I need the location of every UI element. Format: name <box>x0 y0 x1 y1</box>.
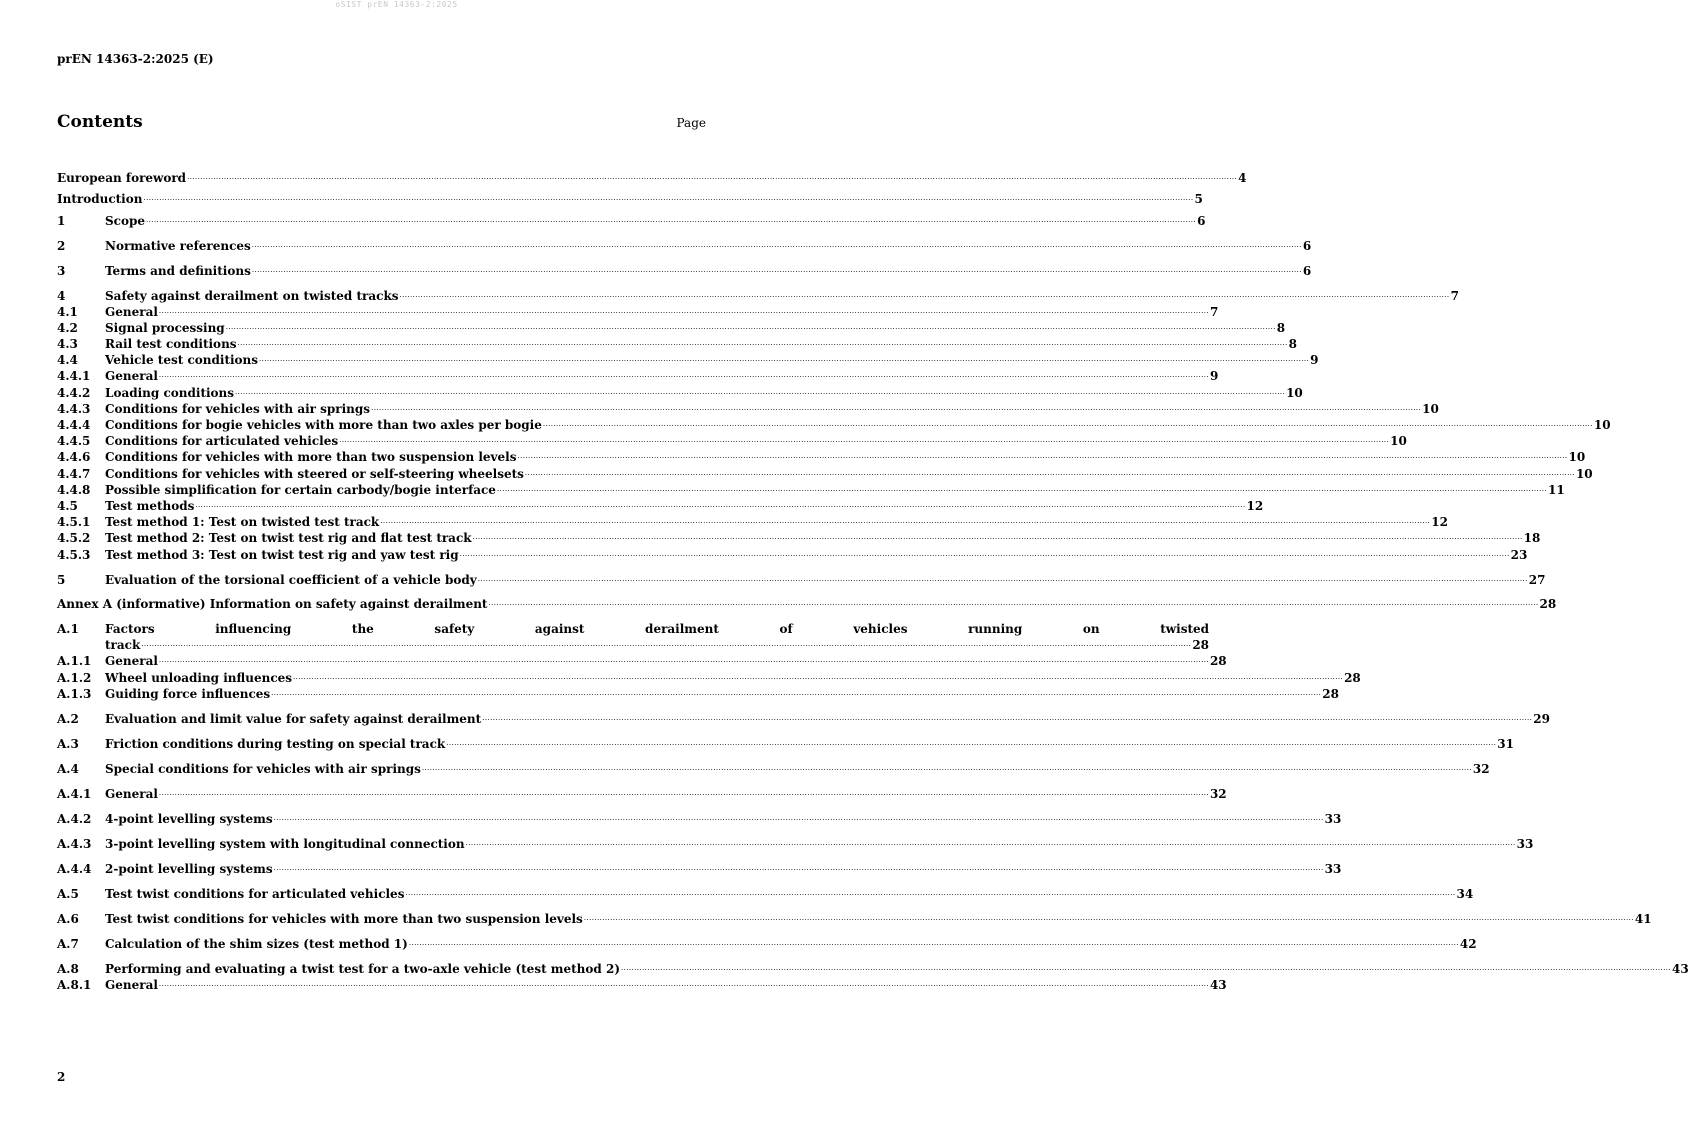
dot-leader: ................................................................................................................................................................................................................................................................................................................................................................................................................ <box>371 403 1422 412</box>
toc-entry[interactable] <box>57 498 1264 514</box>
toc-entry-page: 9 <box>1209 369 1219 384</box>
dot-leader: ................................................................................................................................................................................................................................................................................................................................................................................................................ <box>273 863 1324 872</box>
toc-entry-page: 42 <box>1459 936 1477 951</box>
toc-entry-page: 7 <box>1450 288 1459 303</box>
toc-entry-title: 4-point levelling systems <box>105 811 273 826</box>
dot-leader: ................................................................................................................................................................................................................................................................................................................................................................................................................ <box>472 533 1523 542</box>
toc-entry[interactable] <box>57 191 1203 207</box>
toc-entry-title: Test methods <box>105 498 195 513</box>
toc-entry-number: 4.5.1 <box>57 515 91 530</box>
toc-entry-title: Conditions for vehicles with air springs <box>105 401 371 416</box>
toc-entry-title: Conditions for articulated vehicles <box>105 434 339 449</box>
toc-entry-title: Introduction <box>57 192 143 207</box>
dot-leader: ................................................................................................................................................................................................................................................................................................................................................................................................................ <box>235 387 1286 396</box>
toc-entry-number: 4.3 <box>57 337 78 352</box>
toc-entry[interactable] <box>57 336 1297 352</box>
toc-entry-number: 3 <box>57 263 66 278</box>
contents-heading: Contents <box>57 112 143 132</box>
toc-entry-title: General <box>105 977 158 992</box>
toc-entry-number: A.4.2 <box>57 811 92 826</box>
toc-entry-page: 8 <box>1288 337 1297 352</box>
toc-entry-title: General <box>105 369 158 384</box>
toc-entry-page: 18 <box>1523 531 1541 546</box>
dot-leader: ................................................................................................................................................................................................................................................................................................................................................................................................................ <box>195 500 1246 509</box>
toc-entry[interactable] <box>57 546 1528 562</box>
dot-leader: ................................................................................................................................................................................................................................................................................................................................................................................................................ <box>399 290 1450 299</box>
toc-entry-title: Test twist conditions for articulated vehicles <box>105 886 405 901</box>
toc-entry[interactable] <box>57 433 1407 449</box>
toc-entry[interactable] <box>57 960 1689 976</box>
dot-leader: ................................................................................................................................................................................................................................................................................................................................................................................................................ <box>293 672 1344 681</box>
dot-leader: ................................................................................................................................................................................................................................................................................................................................................................................................................ <box>496 484 1547 493</box>
toc-entry-title: Performing and evaluating a twist test for a two-axle vehicle (test method 2) <box>105 961 620 976</box>
toc-entry-title: 2-point levelling systems <box>105 861 273 876</box>
toc-entry-page: 11 <box>1548 482 1565 497</box>
toc-entry-page: 28 <box>1322 686 1339 701</box>
toc-entry-title: Conditions for vehicles with steered or self-steering wheelsets <box>105 466 524 481</box>
toc-entry-page: 28 <box>1539 597 1557 612</box>
toc-entry-page: 10 <box>1593 418 1611 433</box>
toc-entry-title: Friction conditions during testing on special track <box>105 736 446 751</box>
dot-leader: ................................................................................................................................................................................................................................................................................................................................................................................................................ <box>488 599 1539 608</box>
toc-entry-number: A.7 <box>57 936 79 951</box>
dot-leader: ................................................................................................................................................................................................................................................................................................................................................................................................................ <box>465 838 1516 847</box>
toc-entry-number: A.1.2 <box>57 670 92 685</box>
toc-entry[interactable] <box>57 401 1439 417</box>
toc-entry-title: General <box>105 304 158 319</box>
dot-leader: ................................................................................................................................................................................................................................................................................................................................................................................................................ <box>187 173 1238 182</box>
toc-entry-number: 4.5.2 <box>57 531 91 546</box>
toc-entry-number: 4 <box>57 288 66 303</box>
toc-entry[interactable] <box>57 761 1490 777</box>
toc-entry-title: European foreword <box>57 171 187 186</box>
dot-leader: ................................................................................................................................................................................................................................................................................................................................................................................................................ <box>459 549 1510 558</box>
toc-entry[interactable] <box>57 786 1227 802</box>
dot-leader: ................................................................................................................................................................................................................................................................................................................................................................................................................ <box>621 963 1672 972</box>
toc-entry-page: 8 <box>1276 320 1286 335</box>
toc-entry-title: Evaluation and limit value for safety against derailment <box>105 711 482 726</box>
toc-entry-page: 5 <box>1194 192 1203 207</box>
dot-leader: ................................................................................................................................................................................................................................................................................................................................................................................................................ <box>251 240 1302 249</box>
toc-entry[interactable] <box>57 304 1219 320</box>
toc-entry-page: 31 <box>1497 736 1514 751</box>
toc-entry-page: 33 <box>1516 836 1534 851</box>
toc-entry-page: 32 <box>1209 786 1227 801</box>
toc-entry-number: A.6 <box>57 911 79 926</box>
toc-entry-number: A.1.3 <box>57 686 92 701</box>
toc-entry-number: A.4.3 <box>57 836 92 851</box>
toc-entry[interactable] <box>57 669 1361 685</box>
toc-entry[interactable] <box>57 911 1652 927</box>
toc-entry-page: 9 <box>1310 353 1319 368</box>
toc-entry-title: Scope <box>105 213 146 228</box>
toc-entry-page: 28 <box>1192 638 1210 653</box>
toc-entry[interactable] <box>57 621 1210 653</box>
toc-entry-page: 10 <box>1422 401 1439 416</box>
dot-leader: ................................................................................................................................................................................................................................................................................................................................................................................................................ <box>482 713 1533 722</box>
toc-entry-number: A.8.1 <box>57 977 92 992</box>
toc-entry-page: 6 <box>1302 238 1312 253</box>
toc-entry-title: Safety against derailment on twisted tracks <box>105 288 399 303</box>
dot-leader: ................................................................................................................................................................................................................................................................................................................................................................................................................ <box>421 763 1472 772</box>
watermark: oSIST prEN 14363-2:2025 <box>335 0 458 9</box>
toc-entry-page: 41 <box>1634 911 1652 926</box>
dot-leader: ................................................................................................................................................................................................................................................................................................................................................................................................................ <box>446 738 1497 747</box>
dot-leader: ................................................................................................................................................................................................................................................................................................................................................................................................................ <box>225 322 1276 331</box>
toc-entry-number: 4.5.3 <box>57 547 91 562</box>
toc-entry-number: 4.5 <box>57 498 78 513</box>
toc-entry-page: 10 <box>1568 450 1586 465</box>
dot-leader: ................................................................................................................................................................................................................................................................................................................................................................................................................ <box>158 306 1209 315</box>
toc-entry-title: Special conditions for vehicles with air springs <box>105 761 421 776</box>
toc-entry[interactable] <box>57 686 1339 702</box>
toc-entry-page: 6 <box>1302 263 1312 278</box>
dot-leader: ................................................................................................................................................................................................................................................................................................................................................................................................................ <box>583 913 1634 922</box>
toc-entry-page: 43 <box>1672 961 1689 976</box>
dot-leader: ................................................................................................................................................................................................................................................................................................................................................................................................................ <box>259 355 1310 364</box>
dot-leader: ................................................................................................................................................................................................................................................................................................................................................................................................................ <box>477 574 1528 583</box>
toc-entry-number: A.1 <box>57 622 79 637</box>
toc-entry-page: 32 <box>1472 761 1490 776</box>
toc-entry-number: A.1.1 <box>57 654 92 669</box>
toc-entry[interactable] <box>57 711 1550 727</box>
toc-entry-number: 4.1 <box>57 304 78 319</box>
dot-leader: ................................................................................................................................................................................................................................................................................................................................................................................................................ <box>517 452 1568 461</box>
toc-entry[interactable] <box>57 465 1593 481</box>
toc-entry-title: Conditions for bogie vehicles with more than two axles per bogie <box>105 418 542 433</box>
dot-leader: ................................................................................................................................................................................................................................................................................................................................................................................................................ <box>273 813 1324 822</box>
dot-leader: ................................................................................................................................................................................................................................................................................................................................................................................................................ <box>524 468 1575 477</box>
toc-entry-number: 4.4.5 <box>57 434 91 449</box>
toc-entry[interactable] <box>57 596 1557 612</box>
toc-entry-number: 4.4.3 <box>57 401 91 416</box>
toc-entry-title-continued: track <box>105 638 141 653</box>
footer-page-number: 2 <box>57 1070 66 1084</box>
toc-entry-title: Evaluation of the torsional coefficient of a vehicle body <box>105 572 477 587</box>
toc-entry-number: 4.2 <box>57 320 78 335</box>
toc-entry-title: 3-point levelling system with longitudinal connection <box>105 836 465 851</box>
toc-entry-number: A.2 <box>57 711 79 726</box>
toc-entry-number: 4.4.1 <box>57 369 91 384</box>
dot-leader: ................................................................................................................................................................................................................................................................................................................................................................................................................ <box>158 979 1209 988</box>
toc-entry-title: Terms and definitions <box>105 263 251 278</box>
dot-leader: ................................................................................................................................................................................................................................................................................................................................................................................................................ <box>339 436 1390 445</box>
toc-entry-title: General <box>105 786 158 801</box>
dot-leader: ................................................................................................................................................................................................................................................................................................................................................................................................................ <box>146 215 1197 224</box>
toc-entry-page: 12 <box>1431 515 1448 530</box>
toc-entry-number: 4.4.4 <box>57 418 91 433</box>
toc-entry-number: A.4 <box>57 761 79 776</box>
toc-entry[interactable] <box>57 811 1342 827</box>
toc-entry[interactable] <box>57 571 1546 587</box>
toc-entry-number: 4.4.2 <box>57 385 91 400</box>
toc-entry-title: Annex A (informative) Information on safety against derailment <box>57 597 488 612</box>
toc-entry-title: Conditions for vehicles with more than two suspension levels <box>105 450 517 465</box>
toc-entry[interactable] <box>57 653 1227 669</box>
toc-entry-title: Normative references <box>105 238 251 253</box>
toc-entry[interactable] <box>57 237 1312 253</box>
toc-entry-number: 4.4.6 <box>57 450 91 465</box>
toc-entry-page: 29 <box>1533 711 1550 726</box>
toc-entry-title: Rail test conditions <box>105 337 237 352</box>
toc-entry-number: 4.4 <box>57 353 78 368</box>
toc-entry-page: 10 <box>1390 434 1407 449</box>
toc-entry-title: Calculation of the shim sizes (test method 1) <box>105 936 408 951</box>
toc-entry-number: 5 <box>57 572 66 587</box>
dot-leader: ................................................................................................................................................................................................................................................................................................................................................................................................................ <box>542 420 1593 429</box>
toc-entry-page: 10 <box>1575 466 1593 481</box>
toc-entry-page: 7 <box>1209 304 1219 319</box>
toc-entry[interactable] <box>57 170 1247 186</box>
document-id: prEN 14363-2:2025 (E) <box>57 52 214 66</box>
toc-entry[interactable] <box>57 530 1541 546</box>
toc-entry[interactable] <box>57 212 1206 228</box>
toc-entry-title: Possible simplification for certain carbody/bogie interface <box>105 482 496 497</box>
toc-entry-page: 28 <box>1209 654 1227 669</box>
toc-entry[interactable] <box>57 977 1227 993</box>
dot-leader: ................................................................................................................................................................................................................................................................................................................................................................................................................ <box>158 656 1209 665</box>
toc-entry-number: A.5 <box>57 886 79 901</box>
toc-entry-number: 4.4.8 <box>57 482 91 497</box>
toc-entry-page: 34 <box>1456 886 1474 901</box>
dot-leader: ................................................................................................................................................................................................................................................................................................................................................................................................................ <box>143 194 1194 203</box>
dot-leader: ................................................................................................................................................................................................................................................................................................................................................................................................................ <box>158 371 1209 380</box>
toc-entry-page: 27 <box>1528 572 1546 587</box>
toc-entry[interactable] <box>57 368 1219 384</box>
toc-entry-page: 4 <box>1238 171 1247 186</box>
toc-entry-title: Test twist conditions for vehicles with more than two suspension levels <box>105 911 583 926</box>
toc-entry-title: Guiding force influences <box>105 686 271 701</box>
toc-entry-page: 28 <box>1344 670 1361 685</box>
toc-entry-page: 12 <box>1246 498 1264 513</box>
toc-entry[interactable] <box>57 482 1565 498</box>
table-of-contents <box>57 170 1689 993</box>
toc-entry[interactable] <box>57 262 1312 278</box>
toc-entry-title: Vehicle test conditions <box>105 353 259 368</box>
toc-entry-title: Test method 3: Test on twist test rig and yaw test rig <box>105 547 459 562</box>
toc-entry-title: Factors influencing the safety against derailment of vehicles running on twisted <box>105 622 1210 637</box>
toc-entry-number: A.8 <box>57 961 79 976</box>
toc-entry[interactable] <box>57 861 1342 877</box>
dot-leader: ................................................................................................................................................................................................................................................................................................................................................................................................................ <box>251 265 1302 274</box>
dot-leader: ................................................................................................................................................................................................................................................................................................................................................................................................................ <box>380 517 1431 526</box>
dot-leader: ................................................................................................................................................................................................................................................................................................................................................................................................................ <box>158 788 1209 797</box>
dot-leader: ................................................................................................................................................................................................................................................................................................................................................................................................................ <box>408 938 1459 947</box>
toc-entry-number: A.4.1 <box>57 786 92 801</box>
toc-entry-number: A.3 <box>57 736 79 751</box>
toc-entry-title: Signal processing <box>105 320 225 335</box>
toc-entry[interactable] <box>57 417 1611 433</box>
dot-leader: ................................................................................................................................................................................................................................................................................................................................................................................................................ <box>141 640 1192 649</box>
toc-entry-title: Loading conditions <box>105 385 235 400</box>
toc-entry-title: Test method 2: Test on twist test rig and flat test track <box>105 531 472 546</box>
toc-entry[interactable] <box>57 514 1448 530</box>
toc-entry-title: General <box>105 654 158 669</box>
dot-leader: ................................................................................................................................................................................................................................................................................................................................................................................................................ <box>405 888 1456 897</box>
toc-entry-page: 23 <box>1510 547 1528 562</box>
toc-entry-title: Test method 1: Test on twisted test track <box>105 515 380 530</box>
toc-entry[interactable] <box>57 736 1514 752</box>
toc-entry[interactable] <box>57 287 1459 303</box>
toc-entry-number: A.4.4 <box>57 861 92 876</box>
toc-entry-page: 10 <box>1286 385 1303 400</box>
page-column-heading: Page <box>676 116 706 130</box>
toc-entry[interactable] <box>57 836 1534 852</box>
toc-entry-page: 6 <box>1197 213 1206 228</box>
toc-entry[interactable] <box>57 352 1319 368</box>
toc-entry-title: Wheel unloading influences <box>105 670 293 685</box>
dot-leader: ................................................................................................................................................................................................................................................................................................................................................................................................................ <box>237 339 1288 348</box>
toc-entry-number: 4.4.7 <box>57 466 91 481</box>
toc-entry[interactable] <box>57 449 1586 465</box>
toc-entry-page: 43 <box>1209 977 1227 992</box>
toc-entry[interactable] <box>57 886 1474 902</box>
toc-entry[interactable] <box>57 320 1286 336</box>
dot-leader: ................................................................................................................................................................................................................................................................................................................................................................................................................ <box>271 688 1322 697</box>
toc-entry-page: 33 <box>1324 861 1342 876</box>
toc-entry[interactable] <box>57 936 1477 952</box>
toc-entry-number: 2 <box>57 238 66 253</box>
toc-entry-number: 1 <box>57 213 66 228</box>
toc-entry[interactable] <box>57 384 1303 400</box>
toc-entry-page: 33 <box>1324 811 1342 826</box>
